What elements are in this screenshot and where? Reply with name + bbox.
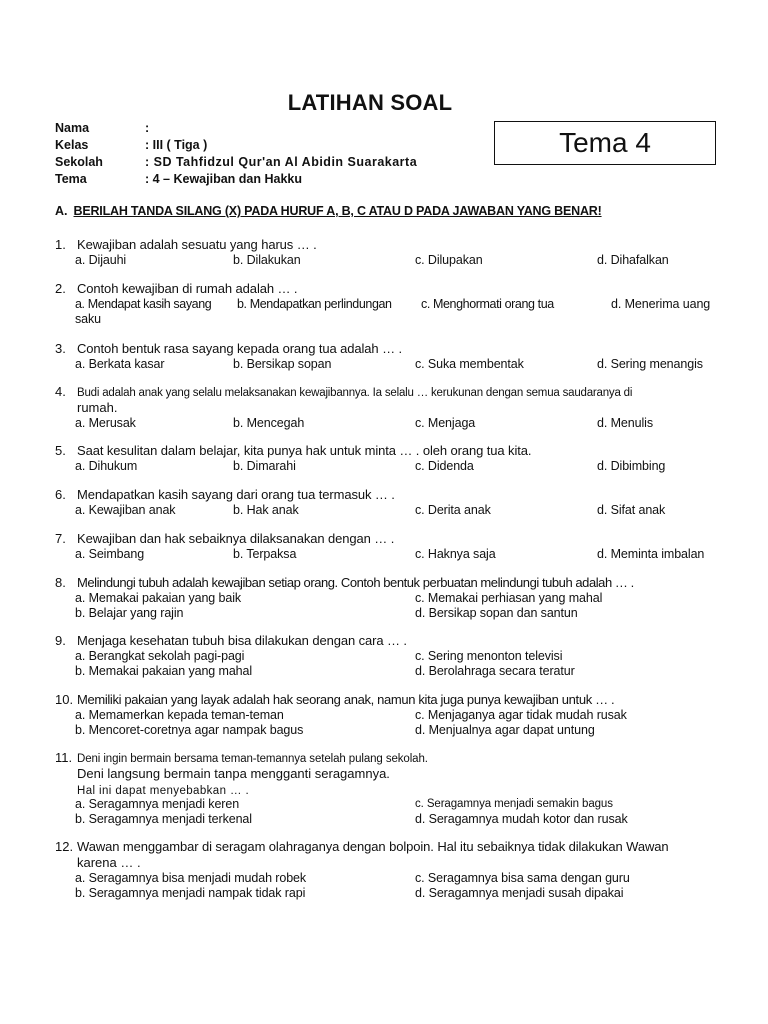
option-b: b. Hak anak bbox=[233, 503, 299, 517]
option-c: c. Derita anak bbox=[415, 503, 491, 517]
option-c: c. Seragamnya bisa sama dengan guru bbox=[415, 871, 630, 885]
info-row-tema bbox=[55, 171, 417, 188]
question-11 bbox=[55, 750, 735, 827]
question-8 bbox=[55, 575, 735, 621]
option-d: d. Sifat anak bbox=[597, 503, 666, 517]
option-a: a. Seragamnya bisa menjadi mudah robek bbox=[75, 871, 307, 885]
info-row-kelas bbox=[55, 137, 417, 154]
option-b: b. Belajar yang rajin bbox=[75, 606, 184, 620]
option-d: d. Meminta imbalan bbox=[597, 547, 705, 561]
question-4 bbox=[55, 384, 735, 431]
option-c: c. Suka membentak bbox=[415, 357, 524, 371]
option-a: a. Mendapat kasih sayang bbox=[75, 297, 212, 311]
option-a: a. Berkata kasar bbox=[75, 357, 165, 371]
option-b: b. Dimarahi bbox=[233, 459, 296, 473]
section-instruction: BERILAH TANDA SILANG (X) PADA HURUF A, B, C ATAU D PADA JAWABAN YANG BENAR! bbox=[73, 204, 602, 218]
option-d: d. Menjualnya agar dapat untung bbox=[415, 723, 595, 737]
question-number: 9. bbox=[55, 633, 66, 648]
question-text: Kewajiban dan hak sebaiknya dilaksanakan dengan … . bbox=[77, 531, 395, 546]
question-text: Contoh kewajiban di rumah adalah … . bbox=[77, 281, 298, 296]
option-b: b. Seragamnya menjadi nampak tidak rapi bbox=[75, 886, 306, 900]
question-text: Wawan menggambar di seragam olahraganya dengan bolpoin. Hal itu sebaiknya tidak dilakukan Wawan bbox=[77, 839, 669, 854]
option-a: a. Merusak bbox=[75, 416, 136, 430]
kelas-value: : III ( Tiga ) bbox=[145, 138, 208, 152]
option-b: b. Mencoret-coretnya agar nampak bagus bbox=[75, 723, 304, 737]
question-number: 1. bbox=[55, 237, 66, 252]
question-text-line2: Deni langsung bermain tanpa mengganti seragamnya. bbox=[77, 766, 390, 781]
option-c: c. Seragamnya menjadi semakin bagus bbox=[415, 798, 613, 810]
kelas-label: Kelas bbox=[55, 138, 89, 152]
question-text: Kewajiban adalah sesuatu yang harus … . bbox=[77, 237, 317, 252]
info-row-sekolah bbox=[55, 154, 417, 171]
option-d: d. Sering menangis bbox=[597, 357, 703, 371]
question-text-line3: Hal ini dapat menyebabkan … . bbox=[77, 785, 250, 797]
option-b: b. Memakai pakaian yang mahal bbox=[75, 664, 253, 678]
question-1 bbox=[55, 237, 735, 268]
question-number: 4. bbox=[55, 384, 66, 399]
nama-value: : bbox=[145, 121, 150, 135]
option-a: a. Berangkat sekolah pagi-pagi bbox=[75, 649, 245, 663]
question-text-continuation: rumah. bbox=[77, 400, 118, 415]
tema-label: Tema bbox=[55, 172, 87, 186]
question-2 bbox=[55, 281, 735, 327]
option-d: d. Seragamnya mudah kotor dan rusak bbox=[415, 812, 628, 826]
option-c: c. Didenda bbox=[415, 459, 474, 473]
option-b: b. Dilakukan bbox=[233, 253, 301, 267]
question-text: Budi adalah anak yang selalu melaksanakan kewajibannya. Ia selalu … kerukunan dengan semua saudaranya di bbox=[77, 387, 633, 399]
sekolah-label: Sekolah bbox=[55, 155, 103, 169]
nama-label: Nama bbox=[55, 121, 90, 135]
question-number: 5. bbox=[55, 443, 66, 458]
option-b: b. Seragamnya menjadi terkenal bbox=[75, 812, 252, 826]
option-b: b. Mencegah bbox=[233, 416, 305, 430]
option-a: a. Dihukum bbox=[75, 459, 138, 473]
option-a: a. Seragamnya menjadi keren bbox=[75, 797, 240, 811]
question-number: 2. bbox=[55, 281, 66, 296]
option-d: d. Berolahraga secara teratur bbox=[415, 664, 575, 678]
option-b: b. Mendapatkan perlindungan bbox=[237, 297, 392, 311]
question-text: Saat kesulitan dalam belajar, kita punya hak untuk minta … . oleh orang tua kita. bbox=[77, 443, 532, 458]
question-12 bbox=[55, 839, 735, 901]
option-c: c. Memakai perhiasan yang mahal bbox=[415, 591, 603, 605]
question-number: 11. bbox=[55, 750, 73, 765]
option-a: a. Seimbang bbox=[75, 547, 145, 561]
option-c: c. Haknya saja bbox=[415, 547, 496, 561]
question-text: Memiliki pakaian yang layak adalah hak seorang anak, namun kita juga punya kewajiban untuk … . bbox=[77, 692, 615, 707]
option-b: b. Terpaksa bbox=[233, 547, 297, 561]
option-b: b. Bersikap sopan bbox=[233, 357, 332, 371]
question-text: Mendapatkan kasih sayang dari orang tua termasuk … . bbox=[77, 487, 395, 502]
option-c: c. Menghormati orang tua bbox=[421, 297, 554, 311]
sekolah-value: : SD Tahfidzul Qur'an Al Abidin Suarakarta bbox=[145, 155, 418, 169]
question-text: Deni ingin bermain bersama teman-temannya setelah pulang sekolah. bbox=[77, 753, 428, 765]
info-row-nama bbox=[55, 120, 417, 137]
option-continuation: saku bbox=[75, 312, 102, 326]
option-a: a. Memakai pakaian yang baik bbox=[75, 591, 242, 605]
question-7 bbox=[55, 531, 735, 562]
tema-box: Tema 4 bbox=[494, 121, 716, 165]
question-6 bbox=[55, 487, 735, 518]
option-c: c. Menjaganya agar tidak mudah rusak bbox=[415, 708, 627, 722]
question-number: 8. bbox=[55, 575, 66, 590]
option-d: d. Menulis bbox=[597, 416, 653, 430]
option-c: c. Menjaga bbox=[415, 416, 476, 430]
question-number: 3. bbox=[55, 341, 66, 356]
question-number: 6. bbox=[55, 487, 66, 502]
question-text: Contoh bentuk rasa sayang kepada orang tua adalah … . bbox=[77, 341, 402, 356]
page-title: LATIHAN SOAL bbox=[287, 90, 453, 115]
student-info bbox=[55, 120, 417, 188]
question-3 bbox=[55, 341, 735, 372]
option-d: d. Menerima uang bbox=[611, 297, 711, 311]
question-text: Menjaga kesehatan tubuh bisa dilakukan dengan cara … . bbox=[77, 633, 407, 648]
section-letter: A. bbox=[55, 204, 68, 218]
option-d: d. Bersikap sopan dan santun bbox=[415, 606, 578, 620]
option-c: c. Dilupakan bbox=[415, 253, 483, 267]
question-number: 12. bbox=[55, 839, 74, 854]
tema-value: : 4 – Kewajiban dan Hakku bbox=[145, 172, 302, 186]
section-heading bbox=[55, 204, 602, 218]
question-5 bbox=[55, 443, 735, 474]
option-d: d. Seragamnya menjadi susah dipakai bbox=[415, 886, 624, 900]
option-a: a. Kewajiban anak bbox=[75, 503, 176, 517]
question-text: Melindungi tubuh adalah kewajiban setiap orang. Contoh bentuk perbuatan melindungi tubuh adalah … . bbox=[77, 575, 634, 590]
question-9 bbox=[55, 633, 735, 679]
question-number: 7. bbox=[55, 531, 66, 546]
option-c: c. Sering menonton televisi bbox=[415, 649, 563, 663]
option-d: d. Dibimbing bbox=[597, 459, 666, 473]
question-number: 10. bbox=[55, 692, 74, 707]
option-d: d. Dihafalkan bbox=[597, 253, 669, 267]
question-text-continuation: karena … . bbox=[77, 855, 141, 870]
option-a: a. Memamerkan kepada teman-teman bbox=[75, 708, 284, 722]
question-10 bbox=[55, 692, 735, 738]
option-a: a. Dijauhi bbox=[75, 253, 127, 267]
